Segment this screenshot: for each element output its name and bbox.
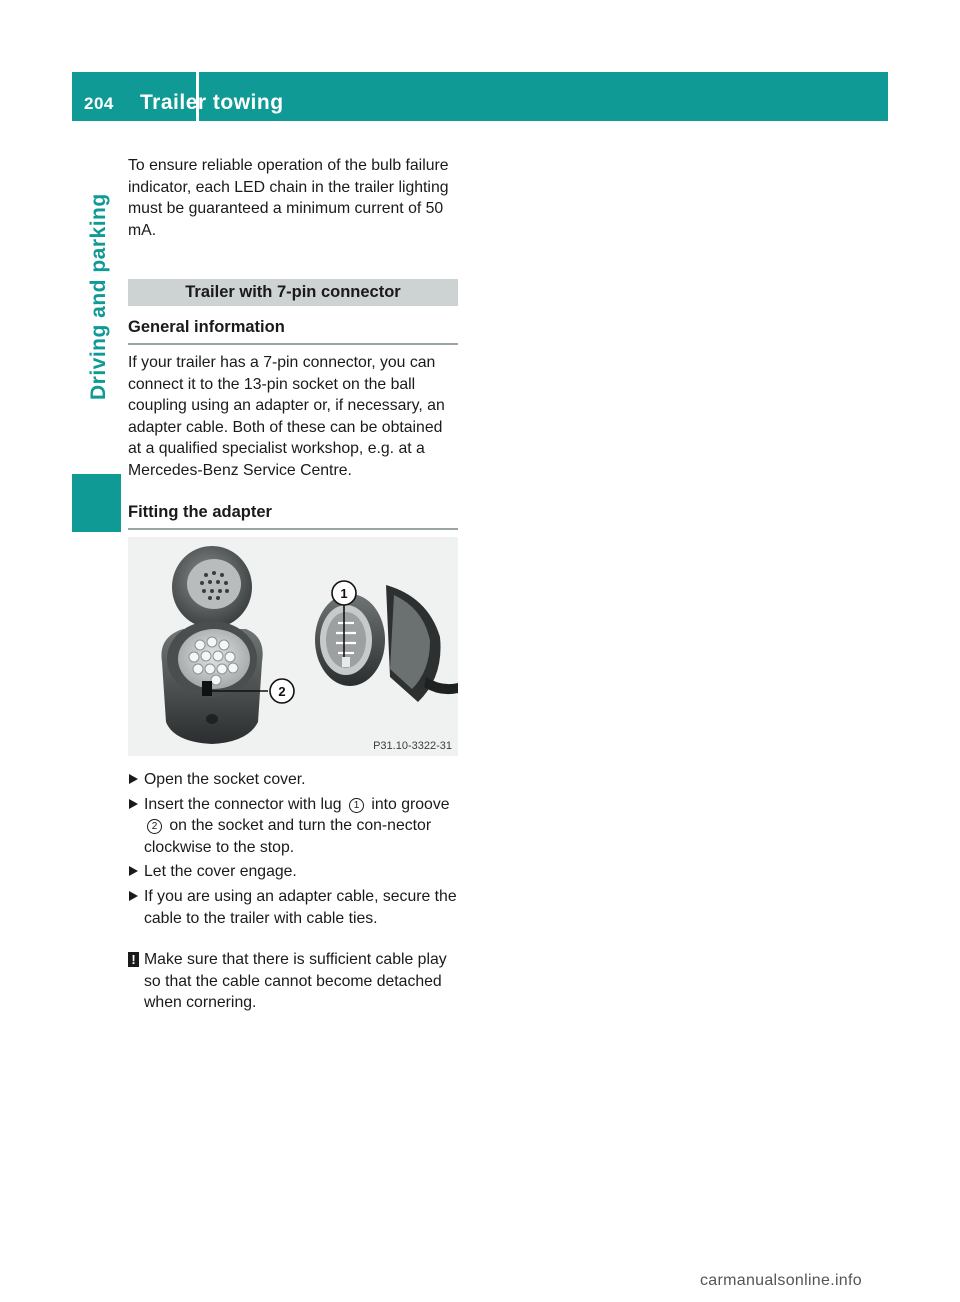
section-title: Trailer towing xyxy=(140,91,284,114)
side-tab-label: Driving and parking xyxy=(87,193,110,400)
arrow-icon xyxy=(129,774,138,784)
step-insert-connector xyxy=(128,794,459,859)
socket-groove xyxy=(202,681,212,696)
watermark: carmanualsonline.info xyxy=(700,1272,862,1289)
fitting-adapter-heading: Fitting the adapter xyxy=(128,503,458,530)
adapter-illustration xyxy=(128,537,458,756)
warning-text: Make sure that there is sufficient cable play so that the cable cannot become detached when cornering. xyxy=(144,951,447,1012)
step-text: Open the socket cover. xyxy=(144,771,306,788)
general-information-text: If your trailer has a 7-pin connector, you can connect it to the 13-pin socket on the ball coupling using an adapter or, if necessary, an adapter cable. Both of these can be obtained at a qualified specialist workshop, e.g. at a Mercedes-Benz Service Centre. xyxy=(128,354,445,479)
step-secure-cable xyxy=(128,886,459,929)
side-tab-block xyxy=(72,474,121,532)
general-information-heading: General information xyxy=(128,318,458,345)
section-heading-text: Trailer with 7-pin connector xyxy=(185,283,401,301)
arrow-icon xyxy=(129,866,138,876)
step-cover-engage xyxy=(128,861,459,883)
ref-2-icon: 2 xyxy=(147,819,162,834)
arrow-icon xyxy=(129,799,138,809)
warning-icon: ! xyxy=(128,952,139,967)
step-text-before: Insert the connector with lug xyxy=(144,795,346,813)
step-text-after: on the socket and turn the con-nector clockwise to the stop. xyxy=(144,817,432,856)
step-text: Let the cover engage. xyxy=(144,863,297,881)
arrow-icon xyxy=(129,891,138,901)
page-number: 204 xyxy=(84,94,114,113)
figure-code: P31.10-3322-31 xyxy=(373,740,452,752)
adapter-figure xyxy=(128,537,458,756)
step-open-cover xyxy=(128,769,459,791)
ref-1-icon: 1 xyxy=(349,798,364,813)
callout-1: 1 xyxy=(340,586,348,601)
warning-note xyxy=(128,949,459,1014)
step-text-middle: into groove xyxy=(366,795,450,813)
adapter-cable xyxy=(424,677,458,694)
section-heading xyxy=(128,279,458,306)
callout-2: 2 xyxy=(278,684,286,699)
intro-paragraph: To ensure reliable operation of the bulb failure indicator, each LED chain in the trailer lighting must be guaranteed a minimum current of 50 mA. xyxy=(128,157,449,239)
step-text: If you are using an adapter cable, secure the cable to the trailer with cable ties. xyxy=(144,887,457,927)
instruction-steps xyxy=(128,769,459,932)
